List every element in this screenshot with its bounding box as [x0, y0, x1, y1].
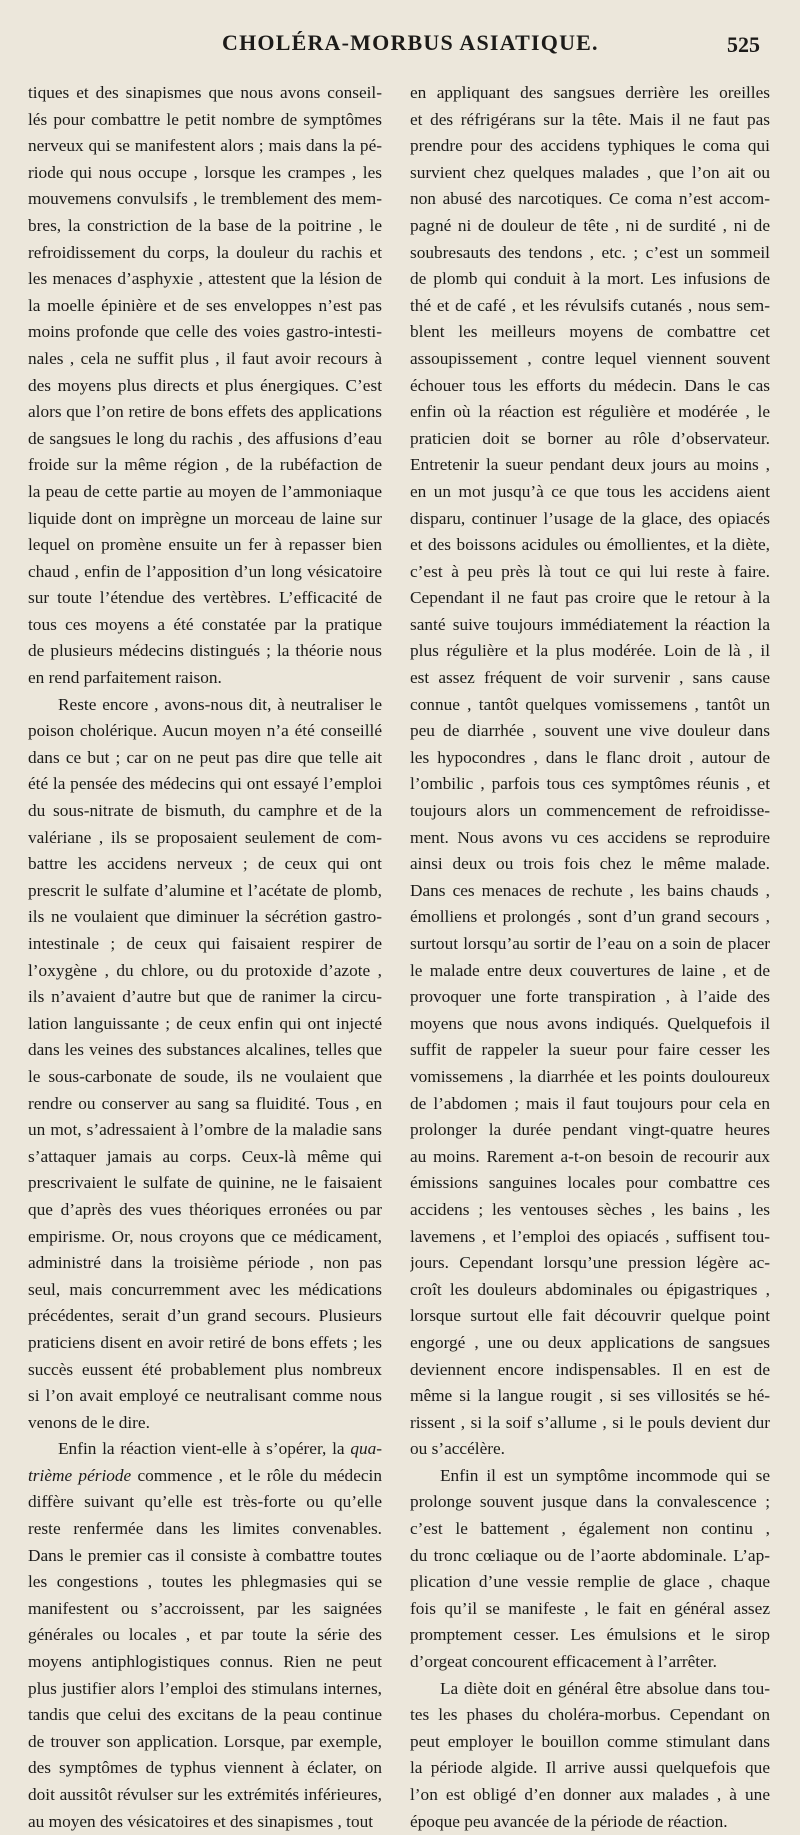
line-text: la moelle épinière et de ses enveloppes n’est pas — [28, 295, 382, 315]
line-text: émolliens et prolongés , sont d’un grand secours , — [410, 907, 770, 927]
line-text: plication d’une vessie remplie de glace , chaque — [410, 1572, 770, 1592]
line-text: été la pensée des médecins qui ont essayé l’emploi — [28, 774, 382, 794]
line-text: surtout lorsqu’au sortir de l’eau on a soin de placer — [410, 934, 770, 953]
text-line — [410, 1357, 770, 1384]
text-line — [28, 346, 382, 373]
text-line — [28, 1224, 382, 1251]
text-line — [28, 878, 382, 905]
line-text: prescrit le sulfate d’alumine et l’acétate de plomb, — [28, 880, 382, 900]
text-line — [28, 1596, 382, 1623]
text-line — [410, 825, 770, 852]
line-text: Dans le premier cas il consiste à combattre toutes — [28, 1545, 382, 1565]
text-line — [28, 1277, 382, 1304]
line-text: tandis que celui des excitans de la peau continue — [28, 1705, 382, 1725]
line-text: nales , cela ne suffit plus , il faut avoir recours à — [28, 348, 382, 368]
line-text: commence , et le rôle du médecin — [131, 1465, 382, 1485]
text-line — [28, 559, 382, 586]
line-text: l’ombilic , parfois tous ces symptômes réunis , et — [410, 774, 770, 794]
text-line — [28, 479, 382, 506]
text-line — [28, 1410, 382, 1437]
text-line — [410, 1330, 770, 1357]
text-line — [410, 1702, 770, 1729]
text-line — [28, 1303, 382, 1330]
text-line — [28, 1729, 382, 1756]
line-text: est assez fréquent de voir survenir , sans cause — [410, 668, 770, 688]
text-line — [28, 745, 382, 772]
line-text: blent les meilleurs moyens de combattre cet — [410, 322, 770, 342]
text-line — [28, 506, 382, 533]
text-line — [410, 107, 770, 134]
line-text: rendre ou conserver au sang sa fluidité. Tous , en — [28, 1093, 382, 1113]
line-text: poison cholérique. Aucun moyen n’a été conseillé — [28, 721, 382, 741]
text-line — [410, 692, 770, 719]
text-line — [28, 133, 382, 160]
text-line — [410, 585, 770, 612]
line-text: l’oxygène , du chlore, ou du protoxide d’azote , — [28, 960, 382, 980]
line-text: un mot, s’adressaient à l’ombre de la maladie sans — [28, 1120, 382, 1140]
line-text: alors que l’on retire de bons effets des applications — [28, 402, 382, 422]
line-text: de plomb qui conduit à la mort. Les infusions de — [410, 269, 770, 289]
text-line — [28, 1463, 382, 1490]
text-line — [28, 798, 382, 825]
line-text: rissent , si la soif s’allume , si le pouls devient dur — [410, 1412, 770, 1432]
line-text: engorgé , une ou deux applications de sangsues — [410, 1332, 770, 1352]
text-line — [410, 1303, 770, 1330]
text-line — [410, 665, 770, 692]
text-line — [410, 1809, 770, 1835]
text-line — [410, 1277, 770, 1304]
text-line — [410, 771, 770, 798]
line-text: non abusé des narcotiques. Ce coma n’est accom- — [410, 189, 770, 209]
text-line — [410, 1250, 770, 1277]
line-text: c’est le battement , également non continu , — [410, 1519, 770, 1539]
text-line — [28, 1516, 382, 1543]
line-text: Reste encore , avons-nous dit, à neutraliser le — [58, 694, 382, 714]
text-line — [28, 266, 382, 293]
line-text: des symptômes de typhus viennent à éclater, on — [28, 1758, 382, 1778]
line-text: ainsi deux ou trois fois chez le même malade. — [410, 854, 770, 874]
line-text: promptement cesser. Les émulsions et le sirop — [410, 1625, 770, 1645]
right-text-column — [410, 80, 770, 1835]
line-text: bres, la constriction de la base de la poitrine , le — [28, 215, 382, 235]
line-text: les congestions , toutes les phlegmasies qui se — [28, 1572, 382, 1592]
line-text: le malade entre deux couvertures de laine , et de — [410, 960, 770, 980]
text-line — [28, 825, 382, 852]
text-line — [410, 186, 770, 213]
text-line — [410, 1091, 770, 1118]
line-text: ils ne voulaient que diminuer la sécrétion gastro- — [28, 907, 382, 927]
text-line — [28, 638, 382, 665]
text-line — [28, 1782, 382, 1809]
line-text: administré dans la troisième période , non pas — [28, 1253, 382, 1273]
line-text: le sous-carbonate de soude, ils ne voulaient que — [28, 1066, 382, 1086]
text-line — [410, 506, 770, 533]
line-text: de sangsues le long du rachis , des affusions d’eau — [28, 428, 382, 448]
text-line — [28, 1197, 382, 1224]
text-line — [410, 1543, 770, 1570]
line-text: prolonger la durée pendant vingt-quatre heures — [410, 1120, 770, 1140]
line-text: assoupissement , contre lequel viennent souvent — [410, 348, 770, 368]
text-line — [28, 399, 382, 426]
line-text: sur toute l’étendue des vertèbres. L’efficacité de — [28, 588, 382, 608]
line-text: que d’après des vues théoriques erronées ou par — [28, 1199, 382, 1219]
line-text: survient chez quelques malades , que l’on ait ou — [410, 162, 770, 182]
text-line — [410, 1622, 770, 1649]
line-text: prolonge souvent jusque dans la convalescence ; — [410, 1492, 770, 1512]
line-text: émissions sanguines locales pour combattre ces — [410, 1173, 770, 1193]
text-line — [410, 240, 770, 267]
line-text: enfin où la réaction est régulière et modérée , le — [410, 402, 770, 422]
text-line — [410, 1064, 770, 1091]
line-text: la peau de cette partie au moyen de l’ammoniaque — [28, 481, 382, 501]
line-text: de trouver son application. Lorsque, par exemple, — [28, 1731, 382, 1751]
line-text: ils n’avaient d’autre but que de ranimer la circu- — [28, 987, 382, 1007]
line-text: ou s’accélère. — [410, 1439, 505, 1459]
text-line — [410, 133, 770, 160]
line-text: suffit de rappeler la sueur pour faire cesser les — [410, 1040, 770, 1060]
line-text: du sous-nitrate de bismuth, du camphre et de la — [28, 801, 382, 821]
line-text: tiques et des sinapismes que nous avons conseil- — [28, 83, 382, 102]
line-text: Enfin la réaction vient-elle à s’opérer, la — [58, 1439, 351, 1459]
text-line — [410, 851, 770, 878]
text-line — [410, 1729, 770, 1756]
line-text: deviennent encore indispensables. Il en est de — [410, 1359, 770, 1379]
text-line — [410, 1436, 770, 1463]
text-line — [28, 585, 382, 612]
text-line — [28, 984, 382, 1011]
text-line — [410, 745, 770, 772]
text-line — [410, 213, 770, 240]
text-line — [410, 399, 770, 426]
line-text: croît les douleurs abdominales ou épigastriques , — [410, 1279, 770, 1299]
text-line — [28, 1809, 382, 1835]
line-text: Enfin il est un symptôme incommode qui se — [440, 1465, 770, 1485]
line-text: d’orgeat concourent efficacement à l’arrêter. — [410, 1652, 717, 1672]
line-text: fois qu’il se manifeste , le fait en général assez — [410, 1598, 770, 1618]
text-line — [410, 293, 770, 320]
text-line — [28, 1702, 382, 1729]
text-line — [28, 665, 382, 692]
line-text: plus régulière et la plus modérée. Loin de là , il — [410, 641, 770, 661]
line-text: venons de le dire. — [28, 1412, 150, 1432]
line-text: praticien doit se borner au rôle d’observateur. — [410, 428, 770, 448]
text-line — [28, 1649, 382, 1676]
text-line — [28, 1037, 382, 1064]
page-number: 525 — [727, 32, 760, 57]
text-line — [410, 1197, 770, 1224]
line-text: plus justifier alors l’emploi des stimulans internes, — [28, 1678, 382, 1698]
line-text: lation languissante ; de ceux enfin qui ont injecté — [28, 1013, 382, 1033]
text-line — [28, 1676, 382, 1703]
text-line — [410, 1383, 770, 1410]
line-text: Cependant il ne faut pas croire que le retour à la — [410, 588, 770, 608]
text-line — [28, 958, 382, 985]
text-line — [28, 186, 382, 213]
text-line — [410, 1755, 770, 1782]
text-line — [28, 80, 382, 107]
line-text: les menaces d’asphyxie , attestent que la lésion de — [28, 269, 382, 289]
text-line — [410, 532, 770, 559]
text-line — [28, 319, 382, 346]
line-text: pagné ni de douleur de tête , ni de surdité , ni de — [410, 215, 770, 235]
text-line — [28, 1330, 382, 1357]
line-text: en appliquant des sangsues derrière les oreilles — [410, 83, 770, 102]
line-text: reste renfermée dans les limites convenables. — [28, 1519, 382, 1539]
line-text: en un mot jusqu’à ce que tous les accidens aient — [410, 481, 770, 501]
text-line — [410, 1489, 770, 1516]
text-line — [410, 373, 770, 400]
text-line — [410, 1117, 770, 1144]
line-text: peut employer le bouillon comme stimulant dans — [410, 1731, 770, 1751]
text-line — [410, 612, 770, 639]
text-line — [28, 1357, 382, 1384]
text-line — [28, 213, 382, 240]
line-text: si l’on avait employé ce neutralisant comme nous — [28, 1386, 382, 1406]
text-line — [410, 319, 770, 346]
text-line — [410, 80, 770, 107]
line-text: prescrivaient le sulfate de quinine, ne le faisaient — [28, 1173, 382, 1193]
text-line — [28, 452, 382, 479]
text-line — [28, 692, 382, 719]
text-line — [28, 1250, 382, 1277]
text-line — [28, 1091, 382, 1118]
line-text: c’est à peu près là tout ce qui lui reste à faire. — [410, 561, 770, 581]
text-line — [410, 1463, 770, 1490]
text-line — [28, 373, 382, 400]
line-text: tous ces moyens a été constatée par la pratique — [28, 614, 382, 634]
line-text: Entretenir la sueur pendant deux jours au moins , — [410, 455, 770, 475]
line-text: santé suive toujours immédiatement la réaction la — [410, 614, 770, 634]
text-line — [410, 1782, 770, 1809]
text-line — [28, 532, 382, 559]
italic-phrase: qua- — [350, 1439, 382, 1459]
line-text: prendre pour des accidens typhiques le coma qui — [410, 136, 770, 156]
text-line — [28, 1011, 382, 1038]
text-line — [28, 160, 382, 187]
line-text: les hypocondres , dans le flanc droit , autour de — [410, 747, 770, 767]
text-line — [410, 958, 770, 985]
text-line — [410, 1569, 770, 1596]
line-text: manifestent ou s’accroissent, par les saignées — [28, 1598, 382, 1618]
text-line — [28, 1755, 382, 1782]
line-text: refroidissement du corps, la douleur du rachis et — [28, 242, 382, 262]
line-text: et des boissons acidules ou émollientes, et la diète, — [410, 535, 770, 555]
text-line — [410, 984, 770, 1011]
text-line — [28, 293, 382, 320]
left-text-column — [28, 80, 382, 1835]
line-text: provoquer une forte transpiration , à l’aide des — [410, 987, 770, 1007]
line-text: intestinale ; de ceux qui faisaient respirer de — [28, 934, 382, 953]
line-text: froide sur la même région , de la rubéfaction de — [28, 455, 382, 475]
text-line — [28, 1144, 382, 1171]
text-line — [28, 931, 382, 958]
line-text: tes les phases du choléra-morbus. Cependant on — [410, 1705, 770, 1725]
line-text: moyens que nous avons indiqués. Quelquefois il — [410, 1013, 770, 1033]
line-text: peu de diarrhée , souvent une vive douleur dans — [410, 721, 770, 741]
line-text: succès eussent été probablement plus nombreux — [28, 1359, 382, 1379]
text-line — [410, 1037, 770, 1064]
text-line — [28, 1569, 382, 1596]
line-text: riode qui nous occupe , lorsque les crampes , les — [28, 162, 382, 182]
text-line — [410, 1676, 770, 1703]
text-line — [410, 904, 770, 931]
text-line — [28, 1622, 382, 1649]
line-text: vomissemens , la diarrhée et les points douloureux — [410, 1066, 770, 1086]
line-text: lés pour combattre le petit nombre de symptômes — [28, 109, 382, 129]
text-line — [410, 1170, 770, 1197]
line-text: soubresauts des tendons , etc. ; c’est un sommeil — [410, 242, 770, 262]
text-line — [410, 798, 770, 825]
text-line — [410, 1410, 770, 1437]
line-text: la période algide. Il arrive aussi quelquefois que — [410, 1758, 770, 1778]
line-text: ment. Nous avons vu ces accidens se reproduire — [410, 827, 770, 847]
text-line — [28, 1489, 382, 1516]
line-text: valériane , ils se proposaient seulement de com- — [28, 827, 382, 847]
line-text: au moins. Rarement a-t-on besoin de recourir aux — [410, 1146, 770, 1166]
text-line — [410, 1011, 770, 1038]
line-text: échouer tous les efforts du médecin. Dans le cas — [410, 375, 770, 395]
line-text: même si la langue rougit , si ses villosités se hé- — [410, 1386, 770, 1406]
text-line — [410, 718, 770, 745]
text-line — [410, 160, 770, 187]
line-text: La diète doit en général être absolue dans tou- — [440, 1678, 770, 1698]
line-text: praticiens disent en avoir retiré de bons effets ; les — [28, 1332, 382, 1352]
text-line — [410, 426, 770, 453]
text-line — [28, 240, 382, 267]
line-text: moins profonde que celle des voies gastro-intesti- — [28, 322, 382, 342]
text-line — [410, 1649, 770, 1676]
line-text: toujours alors un commencement de refroidisse- — [410, 801, 770, 821]
line-text: chaud , enfin de l’apposition d’un long vésicatoire — [28, 561, 382, 581]
line-text: moyens antiphlogistiques connus. Rien ne peut — [28, 1652, 382, 1672]
line-text: s’attaquer jamais au corps. Ceux-là même qui — [28, 1146, 382, 1166]
line-text: lavemens , et l’emploi des opiacés , suffisent tou- — [410, 1226, 770, 1246]
line-text: seul, mais concurremment avec les médications — [28, 1279, 382, 1299]
line-text: mouvemens convulsifs , le tremblement des mem- — [28, 189, 382, 209]
line-text: connue , tantôt quelques vomissemens , tantôt un — [410, 694, 770, 714]
line-text: battre les accidens nerveux ; de ceux qui ont — [28, 854, 382, 874]
line-text: disparu, continuer l’usage de la glace, des opiacés — [410, 508, 770, 528]
line-text: au moyen des vésicatoires et des sinapismes , tout — [28, 1811, 374, 1831]
text-line — [410, 931, 770, 958]
text-line — [410, 559, 770, 586]
line-text: jours. Cependant lorsqu’une pression légère ac- — [410, 1253, 770, 1273]
text-line — [28, 612, 382, 639]
line-text: dans ce but ; car on ne peut pas dire que telle ait — [28, 747, 382, 767]
text-line — [410, 479, 770, 506]
line-text: l’on est obligé d’en donner aux malades , à une — [410, 1785, 770, 1804]
line-text: thé et de café , et les révulsifs cutanés , nous sem- — [410, 295, 770, 315]
text-line — [28, 1170, 382, 1197]
line-text: doit aussitôt révulser sur les extrémités inférieures, — [28, 1785, 382, 1804]
running-title: CHOLÉRA-MORBUS ASIATIQUE. — [222, 30, 599, 55]
text-line — [28, 1383, 382, 1410]
text-line — [410, 878, 770, 905]
line-text: époque peu avancée de la période de réaction. — [410, 1811, 728, 1831]
italic-phrase: trième période — [28, 1465, 132, 1485]
line-text: précédentes, serait d’un grand secours. Plusieurs — [28, 1306, 382, 1326]
line-text: des moyens plus directs et plus énergiques. C’est — [28, 375, 382, 395]
text-line — [28, 718, 382, 745]
line-text: nerveux qui se manifestent alors ; mais dans la pé- — [28, 136, 382, 156]
text-line — [28, 904, 382, 931]
text-line — [28, 851, 382, 878]
line-text: Dans ces menaces de rechute , les bains chauds , — [410, 880, 770, 900]
line-text: et des réfrigérans sur la tête. Mais il ne faut pas — [410, 109, 770, 129]
text-line — [28, 426, 382, 453]
text-line — [28, 107, 382, 134]
text-line — [28, 1436, 382, 1463]
line-text: empirisme. Or, nous croyons que ce médicament, — [28, 1226, 382, 1246]
line-text: accidens ; les ventouses sèches , les bains , les — [410, 1199, 770, 1219]
text-line — [410, 1224, 770, 1251]
text-line — [28, 1543, 382, 1570]
page-header — [0, 30, 800, 66]
line-text: diffère suivant qu’elle est très-forte ou qu’elle — [28, 1492, 382, 1512]
line-text: en rend parfaitement raison. — [28, 668, 222, 688]
text-line — [28, 1064, 382, 1091]
text-line — [410, 1144, 770, 1171]
text-line — [410, 1516, 770, 1543]
text-line — [28, 771, 382, 798]
text-line — [410, 1596, 770, 1623]
line-text: lequel on promène ensuite un fer à repasser bien — [28, 535, 382, 555]
text-line — [410, 346, 770, 373]
line-text: de plusieurs médecins distingués ; la théorie nous — [28, 641, 382, 661]
text-line — [410, 452, 770, 479]
line-text: dans les veines des substances alcalines, telles que — [28, 1040, 382, 1060]
text-line — [28, 1117, 382, 1144]
line-text: de l’abdomen ; mais il faut toujours pour cela en — [410, 1093, 770, 1113]
line-text: liquide dont on imprègne un morceau de laine sur — [28, 508, 382, 528]
line-text: lorsque surtout elle fait découvrir quelque point — [410, 1306, 770, 1326]
text-line — [410, 638, 770, 665]
line-text: générales ou locales , et par toute la série des — [28, 1625, 382, 1645]
line-text: du tronc cœliaque ou de l’aorte abdominale. L’ap- — [410, 1545, 770, 1565]
text-line — [410, 266, 770, 293]
